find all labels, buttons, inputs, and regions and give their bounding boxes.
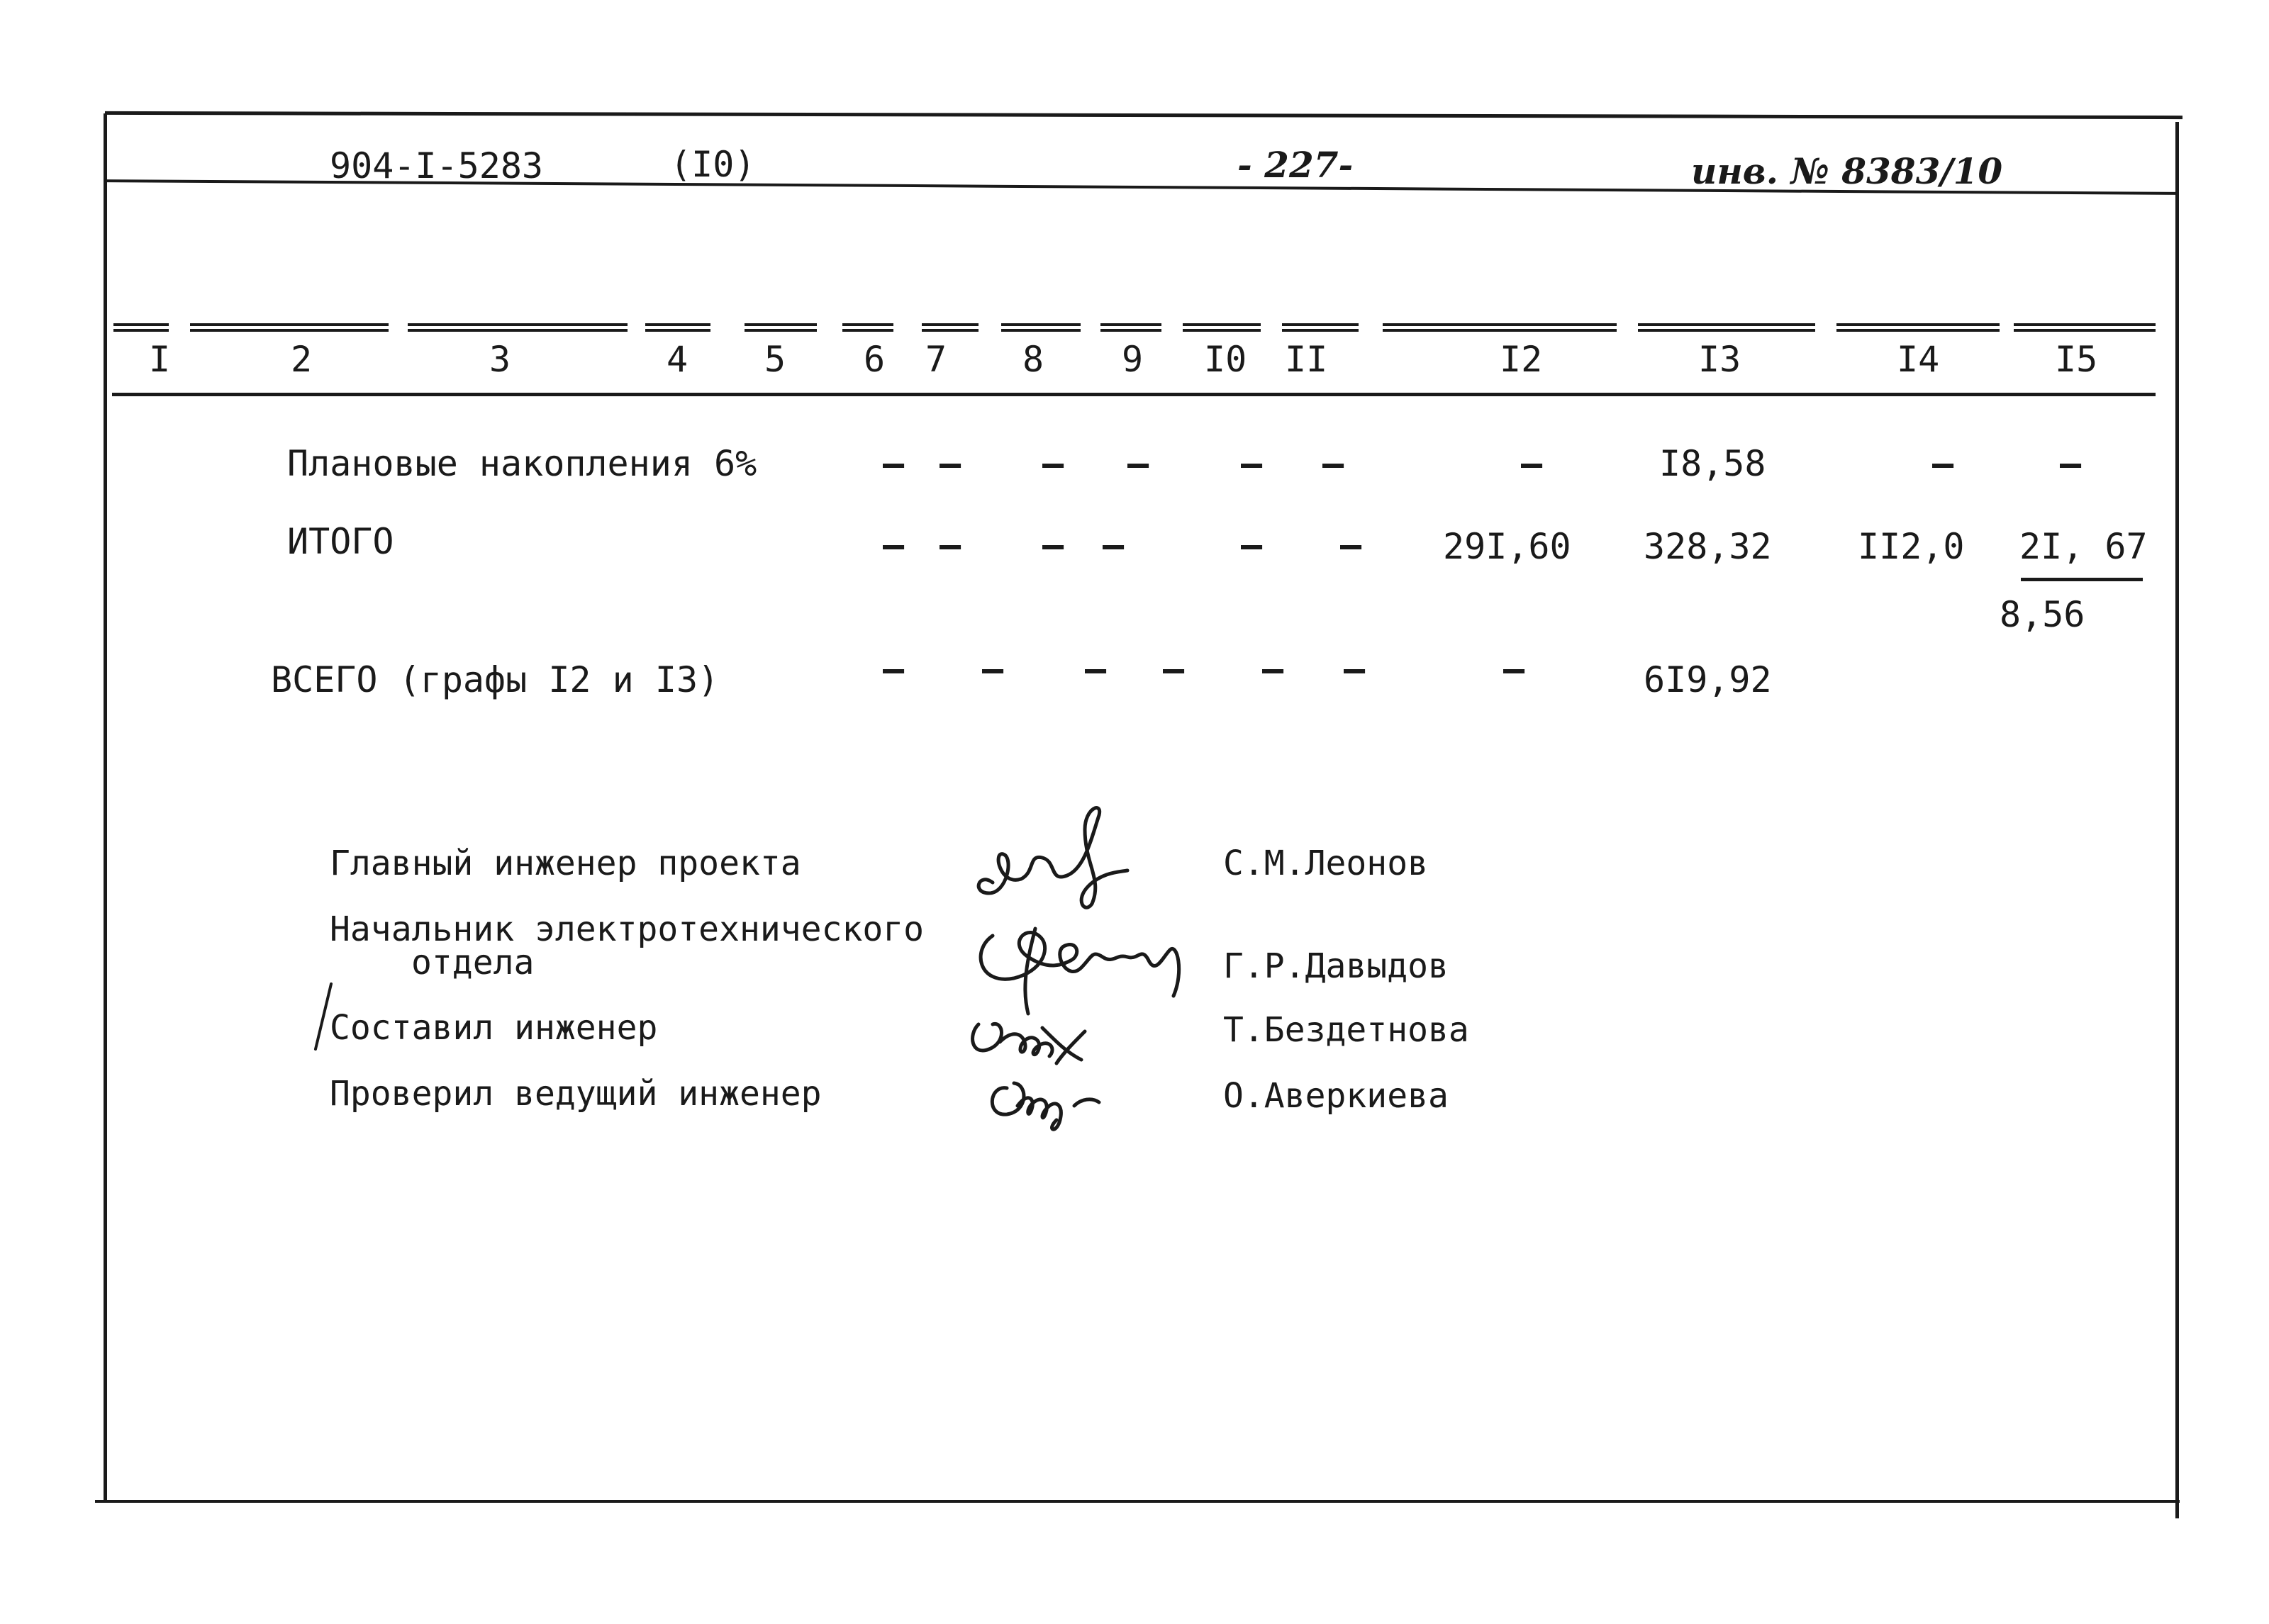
col-6: 6 (864, 339, 886, 380)
col-2: 2 (291, 339, 313, 380)
row-value-c12: 29I,60 (1443, 526, 1571, 567)
col-13: I3 (1698, 339, 1741, 380)
col-15: I5 (2055, 339, 2098, 380)
signer-name: С.М.Леонов (1223, 844, 1428, 883)
row-dash: – (883, 649, 905, 690)
row-dash: – (1163, 649, 1185, 690)
row-value-c14: II2,0 (1858, 526, 1965, 567)
row-dash: – (1085, 649, 1107, 690)
col-rule (113, 323, 169, 332)
row-value-c13: 328,32 (1644, 526, 1772, 567)
col-rule (408, 323, 628, 332)
col-rule (1836, 323, 2000, 332)
col-rule (1282, 323, 1359, 332)
col-rule (190, 323, 389, 332)
frame-left (104, 113, 107, 1503)
col-9: 9 (1122, 339, 1144, 380)
signer-name: Т.Бездетнова (1223, 1010, 1469, 1050)
col-3: 3 (489, 339, 511, 380)
col-11: II (1285, 339, 1328, 380)
row-dash: – (1340, 525, 1362, 566)
row-value-c15: 2I, 67 (2019, 526, 2148, 567)
row-dash: – (1241, 525, 1263, 566)
frame-bottom (95, 1500, 2180, 1503)
row-label: ИТОГО (287, 521, 394, 562)
col-rule (1100, 323, 1161, 332)
row-value-c13: 6I9,92 (1644, 659, 1772, 700)
column-header-rule (112, 393, 2156, 396)
row-dash: – (1042, 525, 1064, 566)
frame-top (105, 111, 2182, 119)
row-label: Плановые накопления 6% (287, 443, 757, 484)
col-5: 5 (764, 339, 786, 380)
row-dash: – (883, 443, 905, 484)
row-dash: – (1344, 649, 1366, 690)
frame-right (2175, 122, 2179, 1518)
doc-code: 904-I-5283 (330, 145, 544, 186)
row-value-c15-sub: 8,56 (2000, 594, 2085, 635)
row-dash: – (940, 525, 961, 566)
signer-name: О.Аверкиева (1223, 1076, 1449, 1116)
row-dash: – (1521, 443, 1543, 484)
row-value-c15: – (2060, 443, 2082, 484)
col-12: I2 (1500, 339, 1543, 380)
row-dash: – (1322, 443, 1344, 484)
col-rule (842, 323, 893, 332)
signer-title: Проверил ведущий инженер (330, 1074, 822, 1114)
signer-title: Начальник электротехнического (330, 909, 925, 949)
row-value-c13: I8,58 (1659, 443, 1766, 484)
row-dash: – (982, 649, 1004, 690)
signer-title-cont: отдела (411, 943, 535, 982)
page-number: - 227- (1237, 144, 1354, 186)
signature-mark (308, 978, 337, 1056)
col-rule (1183, 323, 1261, 332)
col-rule (2014, 323, 2156, 332)
col-4: 4 (667, 339, 688, 380)
row-value-c14: – (1932, 443, 1954, 484)
col-7: 7 (925, 339, 947, 380)
row-dash: – (1127, 443, 1149, 484)
signer-title: Составил инженер (330, 1008, 658, 1048)
row-dash: – (883, 525, 905, 566)
col-rule (645, 323, 710, 332)
col-10: I0 (1204, 339, 1247, 380)
signer-name: Г.Р.Давыдов (1223, 946, 1449, 986)
signer-title: Главный инженер проекта (330, 844, 801, 883)
inventory-number: инв. № 8383/10 (1691, 150, 2003, 192)
col-8: 8 (1022, 339, 1044, 380)
row-dash: – (1042, 443, 1064, 484)
handwritten-signature (950, 787, 1220, 1155)
row-dash: – (1103, 525, 1125, 566)
col-rule (1001, 323, 1081, 332)
row-dash: – (1262, 649, 1284, 690)
fraction-bar (2021, 578, 2143, 581)
col-rule (1638, 323, 1815, 332)
doc-part: (I0) (670, 144, 756, 185)
col-1: I (149, 339, 171, 380)
row-dash: – (940, 443, 961, 484)
col-14: I4 (1897, 339, 1940, 380)
row-label: ВСЕГО (графы I2 и I3) (271, 659, 720, 700)
row-dash: – (1241, 443, 1263, 484)
row-dash: – (1503, 649, 1525, 690)
col-rule (922, 323, 979, 332)
col-rule (1383, 323, 1617, 332)
col-rule (745, 323, 817, 332)
